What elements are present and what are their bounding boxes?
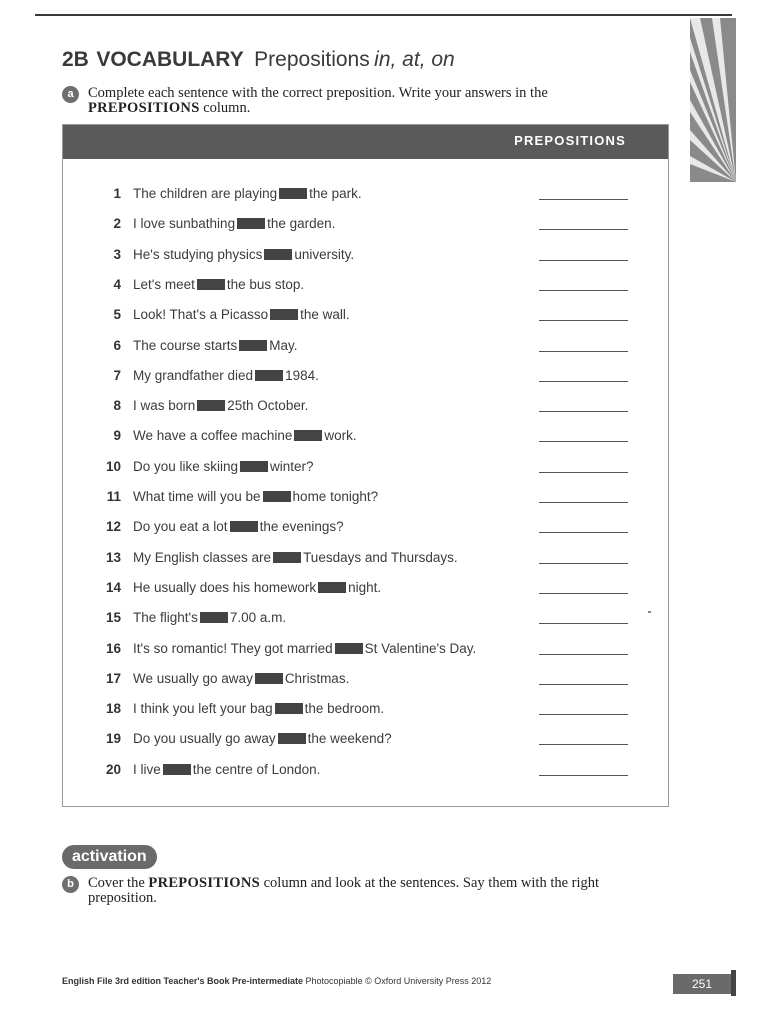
page-number: 251: [673, 974, 731, 994]
item-number: 3: [113, 246, 121, 262]
sentence-before-gap: We have a coffee machine: [133, 428, 293, 444]
sentence-text: [133, 428, 357, 443]
sentence-text: [133, 519, 344, 534]
sentence-after-gap: Tuesdays and Thursdays.: [303, 549, 458, 565]
preposition-gap: [263, 491, 291, 502]
preposition-gap: [275, 703, 303, 714]
answer-line[interactable]: [539, 714, 628, 715]
item-number: 1: [113, 186, 121, 201]
sentence-after-gap: university.: [294, 246, 355, 262]
sentence-row: [63, 456, 668, 482]
sentence-before-gap: The course starts: [133, 337, 238, 353]
exercise-a-text-2: column.: [199, 100, 251, 116]
answer-line[interactable]: [539, 654, 628, 655]
preposition-gap: [279, 188, 307, 199]
sentence-before-gap: The flight's: [133, 610, 198, 626]
answer-line[interactable]: [539, 532, 628, 533]
sentence-before-gap: Do you usually go away: [133, 731, 276, 747]
answer-line[interactable]: [539, 684, 628, 685]
exercise-b-bold: PREPOSITIONS: [148, 875, 260, 891]
answer-line[interactable]: [539, 593, 628, 594]
preposition-gap: [197, 400, 225, 411]
item-number: 18: [105, 701, 121, 717]
sentence-row: [63, 486, 668, 512]
sentence-row: [63, 547, 668, 573]
answer-line[interactable]: [539, 381, 628, 382]
sentence-after-gap: the wall.: [300, 307, 350, 323]
topic-words: in, at, on: [374, 48, 455, 71]
unit-label: VOCABULARY: [96, 48, 244, 71]
sentence-after-gap: May.: [269, 337, 298, 353]
sentence-text: [133, 307, 350, 322]
activation-label: activation: [62, 845, 157, 869]
sentence-after-gap: 25th October.: [227, 398, 309, 414]
sentence-row: [63, 304, 668, 330]
sentence-text: [133, 459, 314, 474]
sentence-text: [133, 580, 381, 595]
sentence-row: [63, 607, 668, 633]
sentence-before-gap: My English classes are: [133, 549, 272, 565]
sentence-row: [63, 213, 668, 239]
preposition-gap: [278, 733, 306, 744]
prepositions-column-header: PREPOSITIONS: [514, 133, 626, 148]
sentence-after-gap: the bedroom.: [304, 701, 385, 717]
sentence-after-gap: the evenings?: [259, 519, 344, 535]
sentence-text: [133, 731, 392, 746]
answer-line[interactable]: [539, 744, 628, 745]
exercise-box: [62, 124, 669, 807]
sentence-before-gap: Do you like skiing: [133, 458, 239, 474]
sentence-text: [133, 277, 304, 292]
exercise-b-text-2: column and look at the sentences. Say them with the right preposition.: [88, 875, 600, 906]
item-number: 14: [105, 579, 121, 595]
sentence-before-gap: It's so romantic! They got married: [133, 640, 333, 656]
exercise-b-bullet: b: [62, 876, 79, 893]
sentence-before-gap: I think you left your bag: [133, 701, 273, 717]
exercise-b-instruction: [88, 876, 648, 906]
sentence-text: [133, 762, 320, 777]
answer-line[interactable]: [539, 199, 628, 200]
sentence-after-gap: the bus stop.: [226, 276, 305, 292]
sentence-before-gap: Look! That's a Picasso: [133, 307, 269, 323]
sentence-row: [63, 638, 668, 664]
preposition-gap: [318, 582, 346, 593]
preposition-gap: [237, 218, 265, 229]
sentence-after-gap: work.: [324, 428, 357, 444]
preposition-gap: [335, 643, 363, 654]
answer-line[interactable]: [539, 775, 628, 776]
sentence-after-gap: the centre of London.: [192, 761, 321, 777]
item-number: 6: [113, 337, 121, 353]
unit-code: 2B: [62, 48, 89, 71]
print-speck: [648, 611, 651, 613]
sentence-row: [63, 577, 668, 603]
sentence-row: [63, 668, 668, 694]
item-number: 5: [113, 307, 121, 323]
exercise-a-instruction: [88, 86, 608, 116]
preposition-gap: [255, 673, 283, 684]
sentence-before-gap: Do you eat a lot: [133, 519, 228, 535]
sentence-text: [133, 550, 458, 565]
sentence-after-gap: winter?: [270, 458, 314, 474]
preposition-gap: [294, 430, 322, 441]
sentence-before-gap: What time will you be: [133, 489, 261, 504]
box-header: [63, 125, 668, 159]
sentence-before-gap: We usually go away: [133, 670, 253, 686]
item-number: 13: [105, 549, 121, 565]
sentence-row: [63, 274, 668, 300]
exercise-a-bold: PREPOSITIONS: [88, 100, 200, 116]
item-number: 15: [105, 610, 121, 626]
preposition-gap: [270, 309, 298, 320]
answer-line[interactable]: [539, 229, 628, 230]
sentence-after-gap: night.: [348, 579, 382, 595]
sentence-text: [133, 489, 378, 504]
sentence-after-gap: home tonight?: [292, 489, 379, 504]
sentence-before-gap: The children are playing: [133, 186, 278, 201]
item-number: 4: [113, 276, 121, 292]
item-number: 16: [105, 640, 121, 656]
answer-line[interactable]: [539, 623, 628, 624]
answer-line[interactable]: [539, 441, 628, 442]
item-number: 19: [105, 731, 121, 747]
sentence-before-gap: He's studying physics: [133, 246, 263, 262]
preposition-gap: [239, 340, 267, 351]
sentence-before-gap: I was born: [133, 398, 196, 414]
sentence-after-gap: 1984.: [285, 367, 319, 383]
sentence-before-gap: I live: [133, 761, 161, 777]
sentence-text: [133, 398, 308, 413]
footer-book-title: English File 3rd edition Teacher's Book Pre-intermediate: [62, 976, 304, 986]
answer-line[interactable]: [539, 411, 628, 412]
sentence-row: [63, 516, 668, 542]
sentence-text: [133, 368, 319, 383]
sentence-after-gap: the weekend?: [307, 731, 392, 747]
sentence-row: [63, 365, 668, 391]
sentence-after-gap: the park.: [309, 186, 362, 201]
answer-line[interactable]: [539, 260, 628, 261]
preposition-gap: [240, 461, 268, 472]
answer-line[interactable]: [539, 351, 628, 352]
preposition-gap: [255, 370, 283, 381]
answer-line[interactable]: [539, 563, 628, 564]
preposition-gap: [273, 552, 301, 563]
sentence-text: [133, 247, 354, 262]
item-number: 12: [105, 519, 121, 535]
sentence-text: [133, 186, 362, 201]
sentence-row: [63, 395, 668, 421]
sentence-after-gap: the garden.: [267, 216, 336, 232]
sentence-text: [133, 671, 349, 686]
sentence-before-gap: He usually does his homework: [133, 579, 317, 595]
sentence-before-gap: Let's meet: [133, 276, 195, 292]
footer-copyright: Photocopiable © Oxford University Press 2012: [303, 976, 492, 986]
item-number: 8: [113, 398, 121, 414]
footer: [62, 976, 491, 986]
sentence-after-gap: St Valentine's Day.: [364, 640, 477, 656]
preposition-gap: [230, 521, 258, 532]
preposition-gap: [264, 249, 292, 260]
exercise-a-text-1: Complete each sentence with the correct preposition. Write your answers in the: [88, 85, 548, 101]
sunburst-decoration: [690, 18, 736, 182]
item-number: 20: [105, 761, 121, 777]
sentence-row: [63, 698, 668, 724]
sentence-after-gap: Christmas.: [284, 670, 350, 686]
top-rule: [35, 14, 732, 16]
sentence-row: [63, 335, 668, 361]
answer-line[interactable]: [539, 472, 628, 473]
sentence-row: [63, 728, 668, 754]
item-number: 7: [113, 367, 121, 383]
sentence-before-gap: I love sunbathing: [133, 216, 236, 232]
sentence-text: [133, 641, 476, 656]
preposition-gap: [163, 764, 191, 775]
preposition-gap: [200, 612, 228, 623]
item-number: 2: [113, 216, 121, 232]
sentence-row: [63, 244, 668, 270]
preposition-gap: [197, 279, 225, 290]
exercise-b-text-1: Cover the: [88, 875, 149, 891]
item-number: 11: [106, 489, 121, 504]
exercise-a-bullet: a: [62, 86, 79, 103]
item-number: 9: [113, 428, 121, 444]
sentence-text: [133, 701, 384, 716]
item-number: 10: [105, 458, 121, 474]
sentence-text: [133, 610, 286, 625]
sentence-text: [133, 216, 335, 231]
sentence-after-gap: 7.00 a.m.: [229, 610, 287, 626]
sentence-before-gap: My grandfather died: [133, 367, 254, 383]
page-title: [62, 48, 455, 72]
sentence-row: [63, 425, 668, 451]
answer-line[interactable]: [539, 502, 628, 503]
page-edge-marker: [731, 970, 736, 996]
sentence-row: [63, 183, 668, 209]
topic-prefix: Prepositions: [254, 48, 370, 71]
sentence-text: [133, 338, 298, 353]
sentence-row: [63, 759, 668, 785]
item-number: 17: [105, 670, 121, 686]
answer-line[interactable]: [539, 290, 628, 291]
answer-line[interactable]: [539, 320, 628, 321]
